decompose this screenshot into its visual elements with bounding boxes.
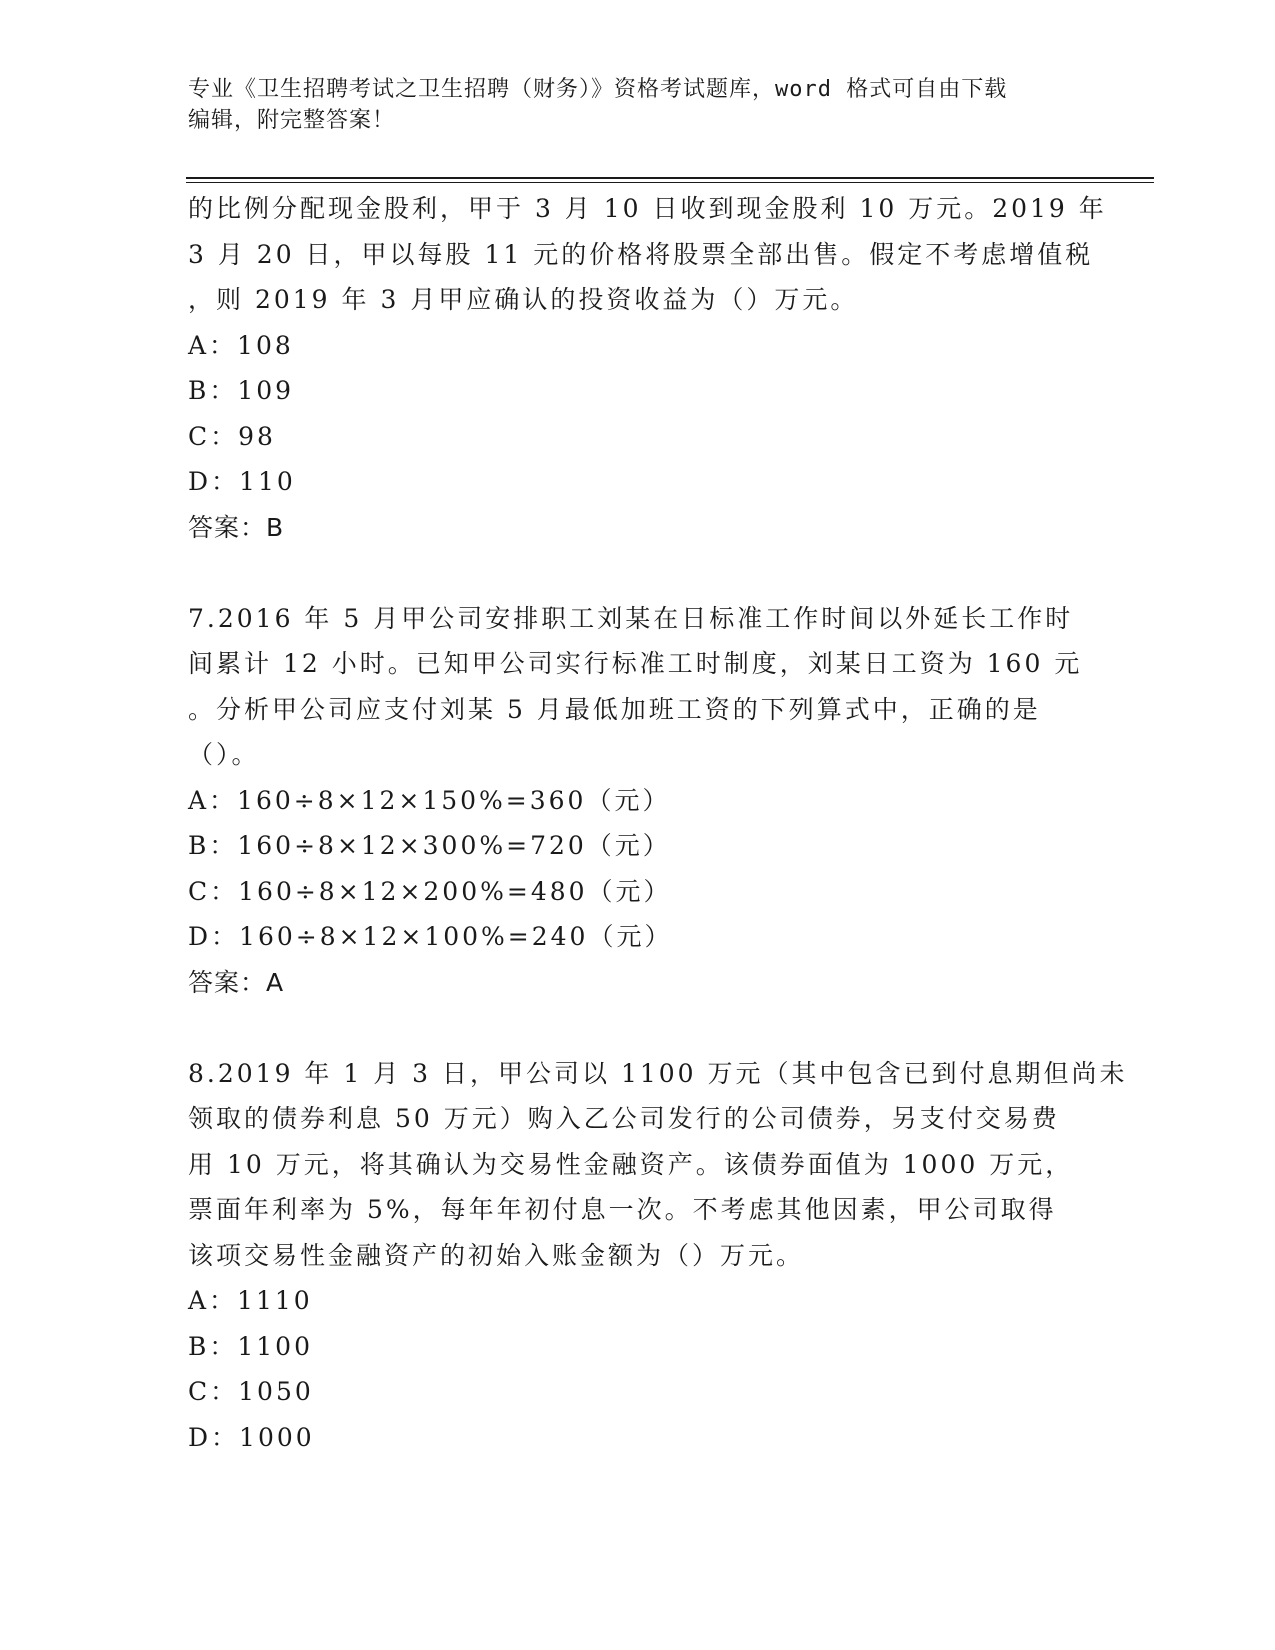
question-6 (188, 186, 1107, 550)
question-stem-line: 3 月 20 日，甲以每股 11 元的价格将股票全部出售。假定不考虑增值税 (188, 239, 1094, 269)
option-c: C：160÷8×12×200%=480（元） (188, 876, 672, 906)
document-body (188, 186, 1128, 1460)
question-stem-line: 间累计 12 小时。已知甲公司实行标准工时制度，刘某日工资为 160 元 (188, 649, 1083, 678)
answer-line: 答案：A (188, 967, 285, 997)
option-b: B：109 (188, 376, 295, 405)
option-d: D：160÷8×12×100%=240（元） (188, 922, 673, 951)
header-divider-thick (186, 177, 1154, 179)
option-b: B：160÷8×12×300%=720（元） (188, 831, 671, 860)
header-line-1: 专业《卫生招聘考试之卫生招聘（财务）》资格考试题库，word 格式可自由下载 (188, 77, 1008, 102)
option-a: A：108 (188, 330, 294, 360)
option-b: B：1100 (188, 1331, 313, 1361)
question-stem-line: 用 10 万元，将其确认为交易性金融资产。该债券面值为 1000 万元， (188, 1149, 1074, 1179)
option-c: C：1050 (188, 1377, 314, 1406)
page-header (188, 74, 1068, 136)
header-line-2: 编辑，附完整答案！ (188, 108, 396, 133)
option-c: C：98 (188, 421, 276, 451)
question-stem-line: 领取的债券利息 50 万元）购入乙公司发行的公司债券，另支付交易费 (188, 1104, 1060, 1133)
answer-line: 答案：B (188, 512, 285, 542)
option-a: A：160÷8×12×150%=360（元） (188, 785, 671, 815)
question-8 (188, 1051, 1128, 1461)
question-stem-line: 的比例分配现金股利，甲于 3 月 10 日收到现金股利 10 万元。2019 年 (188, 194, 1107, 223)
question-stem-line: （）。 (188, 740, 260, 769)
option-d: D：1000 (188, 1422, 315, 1452)
question-spacer (188, 550, 1088, 596)
question-stem-line: 7.2016 年 5 月甲公司安排职工刘某在日标准工作时间以外延长工作时 (188, 603, 1074, 633)
question-stem-line: 票面年利率为 5%，每年年初付息一次。不考虑其他因素，甲公司取得 (188, 1195, 1057, 1224)
question-stem-line: ，则 2019 年 3 月甲应确认的投资收益为（）万元。 (188, 285, 859, 314)
question-stem-line: 8.2019 年 1 月 3 日，甲公司以 1100 万元（其中包含已到付息期但尚未 (188, 1058, 1128, 1088)
question-7 (188, 596, 1088, 1006)
question-stem-line: 。分析甲公司应支付刘某 5 月最低加班工资的下列算式中，正确的是 (188, 694, 1041, 724)
header-divider-thin (186, 182, 1154, 183)
option-a: A：1110 (188, 1286, 313, 1315)
question-spacer (188, 1005, 1088, 1051)
option-d: D：110 (188, 467, 296, 496)
question-stem-line: 该项交易性金融资产的初始入账金额为（）万元。 (188, 1240, 805, 1270)
